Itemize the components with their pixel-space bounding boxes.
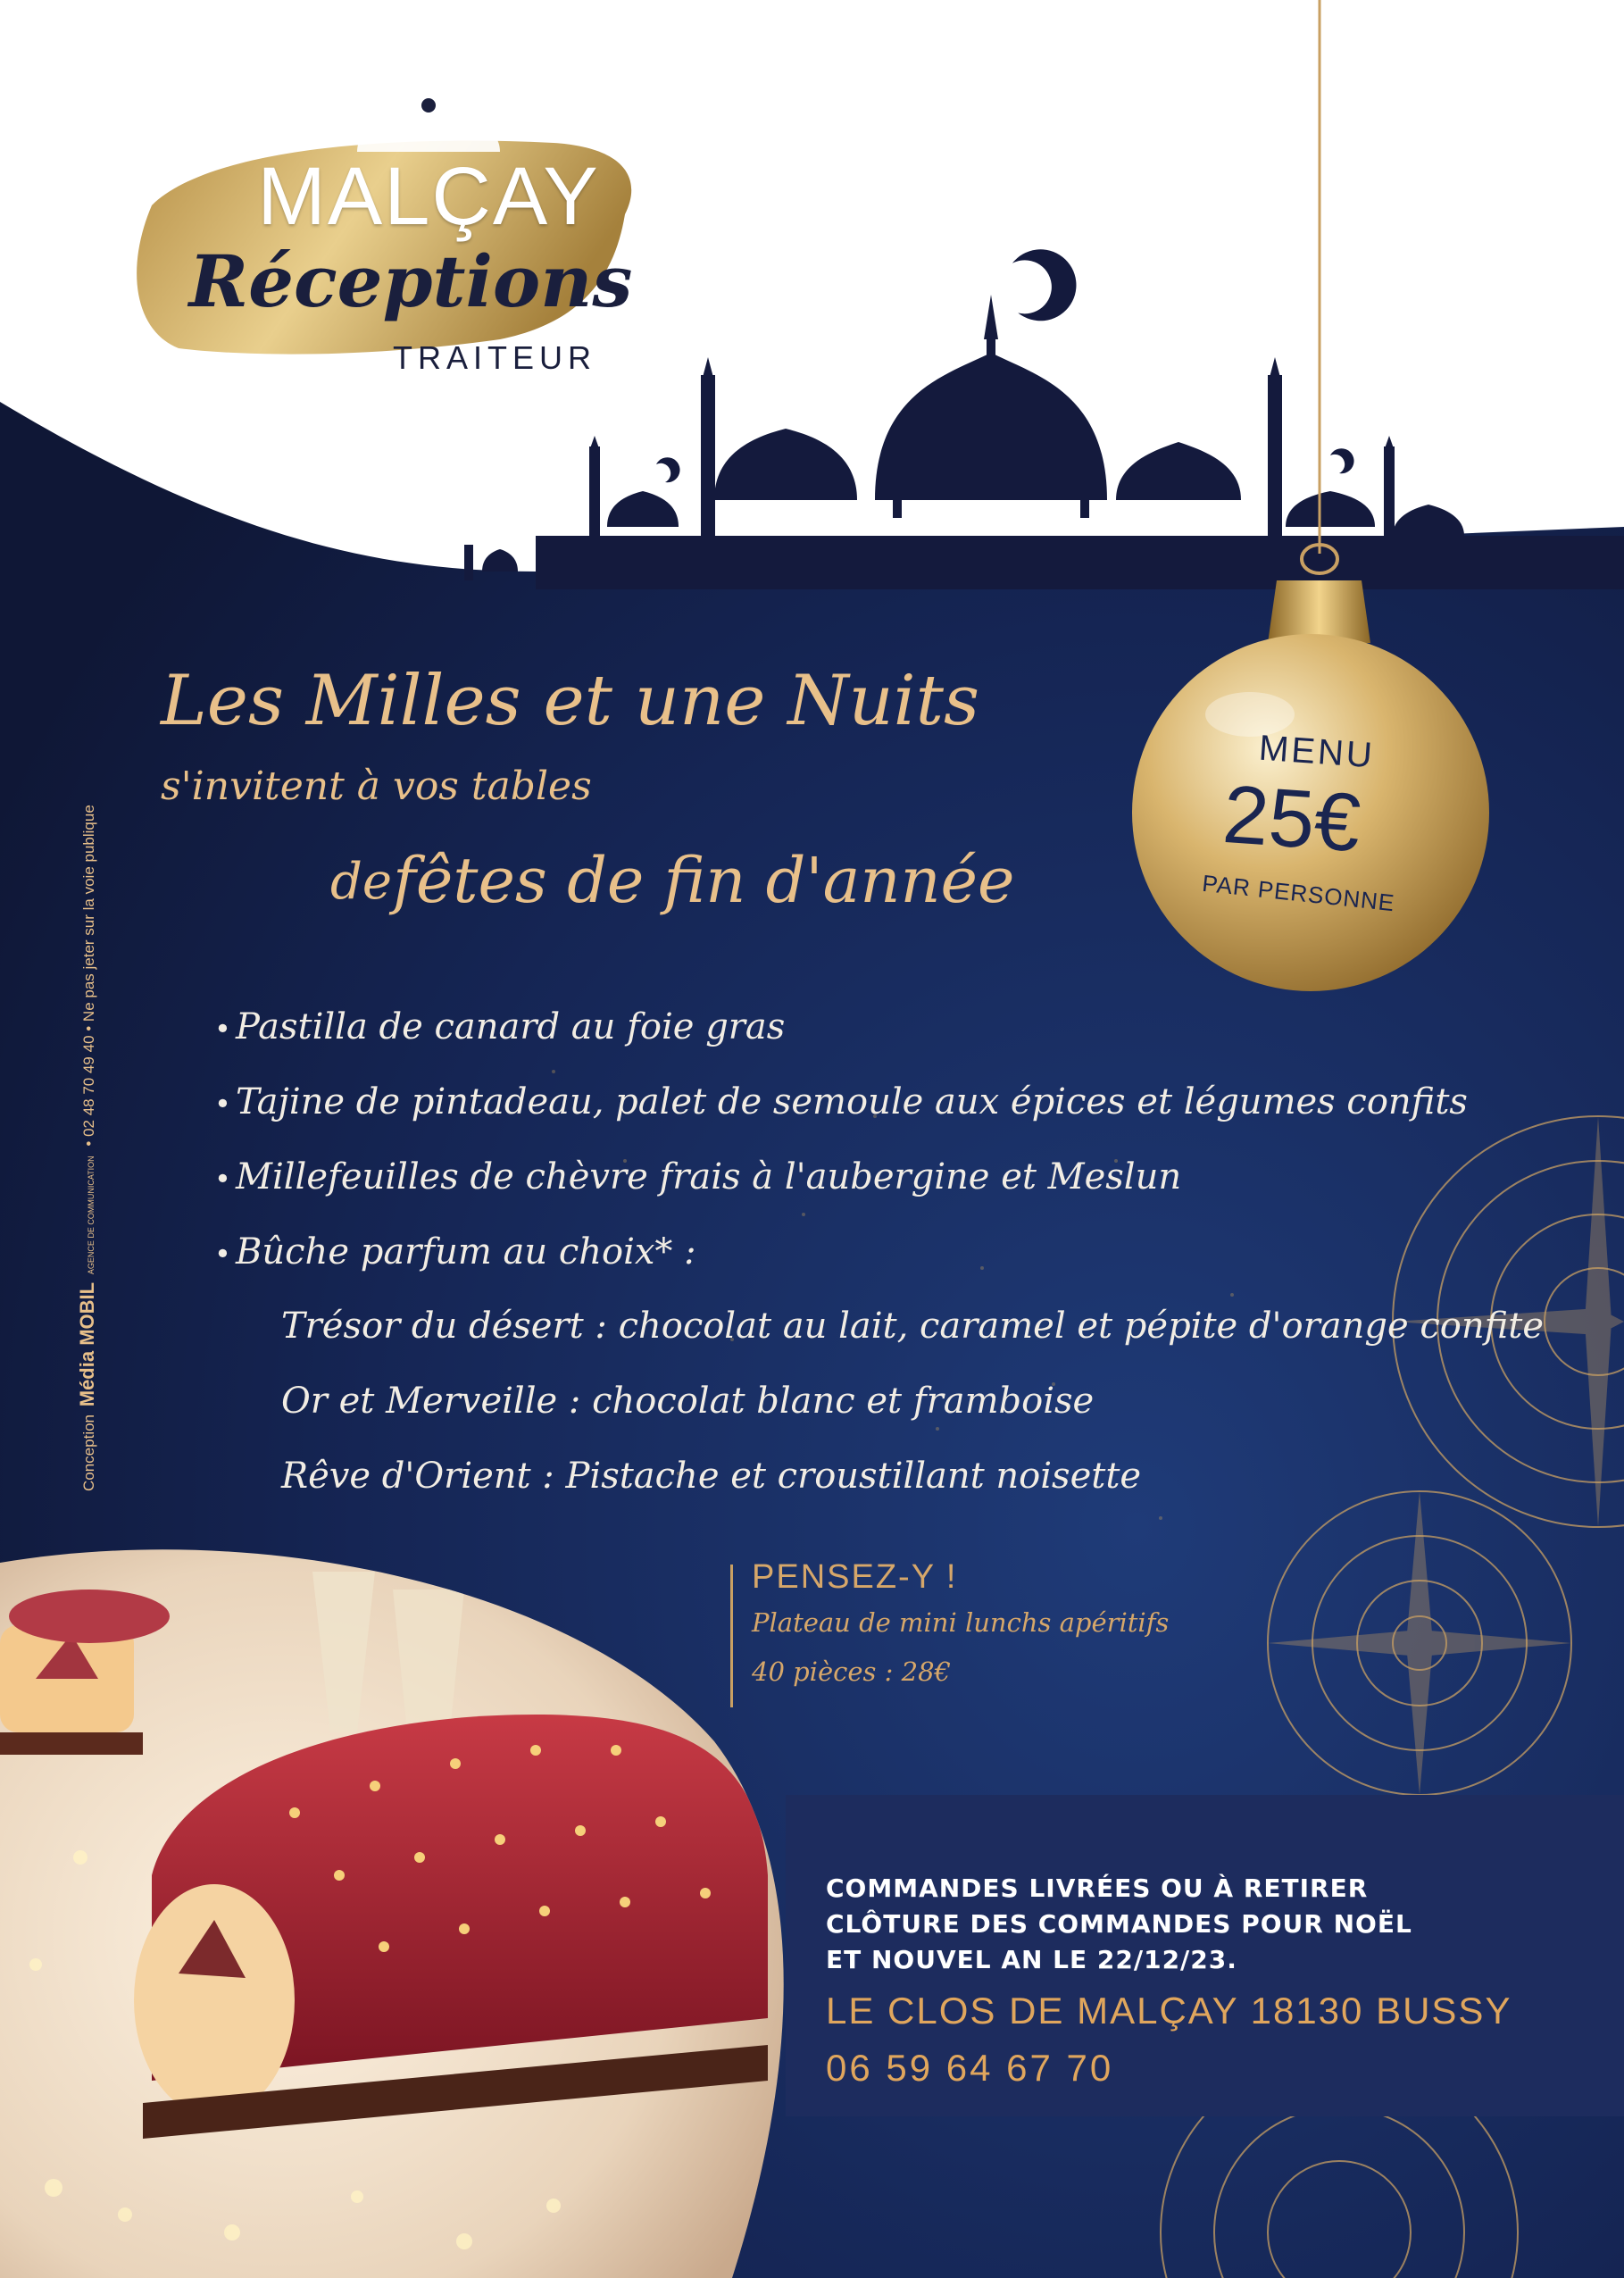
pensez-offer: Plateau de mini lunchs apéritifs bbox=[752, 1607, 1170, 1638]
headline-subtitle: s'invitent à vos tables bbox=[161, 764, 592, 809]
menu-item: • Tajine de pintadeau, palet de semoule aux épices et légumes confits bbox=[214, 1075, 1464, 1150]
pensez-price: 40 pièces : 28€ bbox=[752, 1656, 951, 1687]
menu-item: • Millefeuilles de chèvre frais à l'aubergine et Meslun bbox=[214, 1150, 1464, 1225]
pensez-divider bbox=[730, 1565, 733, 1707]
menu-item: • Pastilla de canard au foie gras bbox=[214, 1000, 1464, 1075]
logo-brand-name: MALÇAY bbox=[257, 151, 600, 242]
ornament-price: 25€ bbox=[1220, 768, 1363, 870]
order-line-delivery: COMMANDES LIVRÉES OU À RETIRER bbox=[826, 1873, 1369, 1903]
order-line-closing: CLÔTURE DES COMMANDES POUR NOËL bbox=[826, 1909, 1412, 1939]
credits-prefix: Conception bbox=[80, 1414, 97, 1491]
buche-option: Rêve d'Orient : Pistache et croustillant noisette bbox=[281, 1456, 1142, 1497]
buche-option: Trésor du désert : chocolat au lait, caramel et pépite d'orange confite bbox=[281, 1306, 1545, 1347]
headline-occasion: fêtes de fin d'année bbox=[393, 844, 1015, 917]
bullet-icon: • bbox=[214, 1012, 231, 1046]
crescent-moon bbox=[996, 240, 1087, 331]
credits-suffix: • 02 48 70 49 40 • Ne pas jeter sur la voie publique bbox=[80, 805, 97, 1147]
menu-list bbox=[214, 1000, 1468, 1300]
ornament-menu-label: MENU bbox=[1257, 728, 1377, 776]
agency-tagline: AGENCE DE COMMUNICATION bbox=[87, 1156, 96, 1275]
bullet-icon: • bbox=[214, 1087, 231, 1121]
phone-number[interactable]: 06 59 64 67 70 bbox=[826, 2047, 1114, 2089]
ornament-cap bbox=[1268, 580, 1370, 643]
agency-logo: Média MOBIL bbox=[76, 1281, 98, 1407]
credits-vertical bbox=[76, 805, 99, 1491]
cloche-icon bbox=[357, 112, 500, 152]
order-line-date: ET NOUVEL AN LE 22/12/23. bbox=[826, 1945, 1237, 1974]
logo-subtitle: TRAITEUR bbox=[393, 339, 596, 376]
bullet-icon: • bbox=[214, 1162, 231, 1196]
headline-prefix: de bbox=[330, 853, 392, 911]
headline-title: Les Milles et une Nuits bbox=[161, 661, 979, 741]
menu-item: • Bûche parfum au choix* : bbox=[214, 1225, 1464, 1300]
address: LE CLOS DE MALÇAY 18130 BUSSY bbox=[826, 1990, 1512, 2032]
pensez-title: PENSEZ-Y ! bbox=[752, 1558, 958, 1596]
logo-script-text: Réceptions bbox=[188, 239, 633, 323]
mosque-silhouette bbox=[464, 295, 1624, 589]
buche-options-list bbox=[281, 1299, 1544, 1524]
ornament-per-person: PAR PERSONNE bbox=[1201, 869, 1396, 917]
buche-option: Or et Merveille : chocolat blanc et framboise bbox=[281, 1381, 1095, 1422]
bullet-icon: • bbox=[214, 1237, 231, 1271]
